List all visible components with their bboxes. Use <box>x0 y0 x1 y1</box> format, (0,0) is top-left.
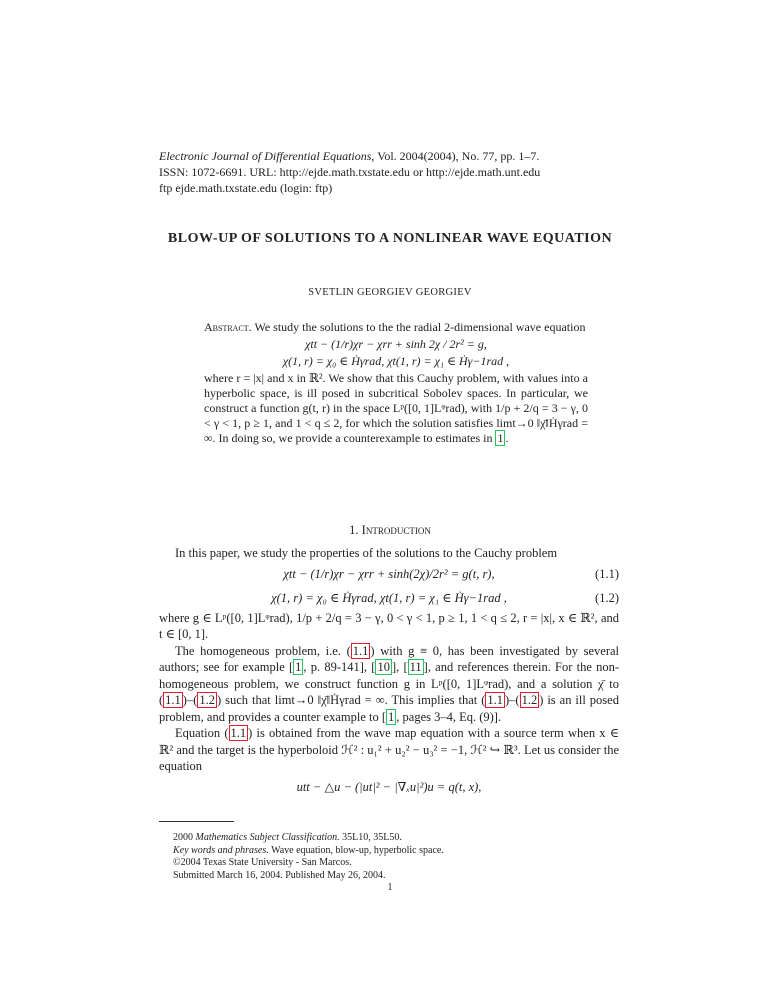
keywords-label: Key words and phrases. <box>173 844 269 856</box>
text: such that limt→0 ‖χ̄‖Ḣγrad = ∞. This implies that <box>225 693 478 707</box>
submission-dates: Submitted March 16, 2004. Published May 26, 2004. <box>173 869 386 881</box>
body-text <box>159 545 619 799</box>
paragraph: The homogeneous problem, i.e. ( 1.1 ) with g ≡ 0, has been investigated by several authors; see for example [ 1 , p. 89-141], [ 10 ], [ 11 ], and references therein. For the non-homogeneous problem, we construct function g in Lᵖ([0, 1]Lᵠrad), and a solution χ̄ to ( 1.1 )–( 1.2 ) such that limt→0 ‖χ̄‖Ḣγrad = ∞. This implies that ( 1.1 )–( 1.2 ) is an ill posed problem, and provides a counter example to [ 1 , pages 3–4, Eq. (9)]. <box>159 643 620 724</box>
paper-title: BLOW-UP OF SOLUTIONS TO A NONLINEAR WAVE EQUATION <box>167 231 613 246</box>
issn-url-line: ISSN: 1072-6691. URL: http://ejde.math.txstate.edu or http://ejde.math.unt.edu <box>159 165 541 179</box>
paragraph: where g ∈ Lᵖ([0, 1]Lᵠrad), 1/p + 2/q = 3 − γ, 0 < γ < 1, p ≥ 1, 1 < q ≤ 2, r = |x|, x ∈ ℝ², and t ∈ [0, 1]. <box>159 610 619 641</box>
footnote-divider <box>159 821 234 822</box>
section-title: Introduction <box>361 523 431 537</box>
equation-1-1 <box>159 562 619 586</box>
equation-text: χtt − (1/r)χr − χrr + sinh(2χ)/2r² = g(t, r), <box>283 566 495 581</box>
volume-info: , Vol. 2004(2004), No. 77, pp. 1–7. <box>371 149 540 163</box>
text: , p. 89-141], <box>303 660 368 674</box>
ftp-line: ftp ejde.math.txstate.edu (login: ftp) <box>159 181 333 195</box>
abstract-intro: We study the solutions to the the radial 2-dimensional wave equation <box>254 320 586 334</box>
equation-text: utt − △u − (|ut|² − |∇ₓu|²)u = q(t, x), <box>296 779 482 794</box>
section-number: 1. <box>349 523 359 537</box>
paragraph: Equation ( 1.1 ) is obtained from the wave map equation with a source term when x ∈ ℝ² and the target is the hyperboloid ℋ² : u₁² + u₂² − u₃² = −1, ℋ² ↪ ℝ³. Let us consider the equation <box>159 726 619 773</box>
abstract-end: . <box>505 431 509 445</box>
author: SVETLIN GEORGIEV GEORGIEV <box>308 287 472 298</box>
copyright: ©2004 Texas State University - San Marcos. <box>173 857 352 868</box>
msc-year: 2000 <box>173 832 193 843</box>
citation-link[interactable]: 11 <box>409 660 422 674</box>
text: The homogeneous problem, i.e. <box>175 643 341 658</box>
equation-ref-link[interactable]: 1.2 <box>199 693 215 707</box>
equation-ref-link[interactable]: 1.1 <box>165 693 181 707</box>
text: , pages 3–4, Eq. (9)]. <box>396 709 502 724</box>
abstract-label: Abstract. <box>204 320 252 334</box>
citation-link[interactable]: 10 <box>377 660 390 674</box>
citation-link[interactable]: 1 <box>388 709 395 724</box>
page-number: 1 <box>387 882 393 893</box>
text: Equation <box>175 726 221 740</box>
citation-link[interactable]: 1 <box>497 431 504 445</box>
text: is obtained from the wave map equation with a source term when x ∈ ℝ² and the target is the hyperboloid ℋ² : u₁² + u₂² − u₃² = −1, ℋ² ↪ ℝ³. Let us consider the equation <box>159 726 619 773</box>
section-heading <box>150 523 630 538</box>
text: with g ≡ 0, has been investigated by several authors; see for example [ <box>159 643 620 674</box>
equation-number: (1.1) <box>595 566 619 581</box>
keywords: Wave equation, blow-up, hyperbolic space. <box>271 844 444 856</box>
equation-ref-link[interactable]: 1.1 <box>352 643 369 658</box>
text: , and references therein. For the non-homogeneous problem, we construct function g in Lᵖ([0, 1]Lᵠrad), and a solution χ̄ to <box>159 660 620 691</box>
abstract <box>204 320 588 446</box>
citation-link[interactable]: 1 <box>295 660 302 674</box>
footnotes <box>173 832 613 882</box>
abstract-equation-1: χtt − (1/r)χr − χrr + sinh 2χ / 2r² = g, <box>305 337 487 351</box>
abstract-text: where r = |x| and x in ℝ². We show that this Cauchy problem, with values into a hyperbolic space, is ill posed in subcritical Sobolev spaces. In particular, we construct a function g(t, r) in the space Lᵖ([0, 1]Lᵠrad), with 1/p + 2/q = 3 − γ, 0 < γ < 1, p ≥ 1, and 1 < q ≤ 2, for which the solution satisfies limt→0 ‖χ̄‖Ḣγrad = ∞. In doing so, we provide a counterexample to estimates in <box>204 371 588 445</box>
equation-ref-link[interactable]: 1.1 <box>230 726 247 740</box>
equation-ref-link[interactable]: 1.2 <box>521 693 538 707</box>
journal-name: Electronic Journal of Differential Equations <box>159 149 372 163</box>
paragraph: In this paper, we study the properties of the solutions to the Cauchy problem <box>175 546 558 560</box>
equation-text: χ(1, r) = χ₀ ∈ Ḣγrad, χt(1, r) = χ₁ ∈ Ḣγ−1rad , <box>271 590 507 605</box>
equation-number: (1.2) <box>595 590 619 605</box>
journal-header <box>159 148 639 196</box>
equation-1-2 <box>159 586 619 610</box>
abstract-equation-2: χ(1, r) = χ₀ ∈ Ḣγrad, χt(1, r) = χ₁ ∈ Ḣγ−1rad , <box>282 354 510 368</box>
equation-wave-map <box>159 775 619 799</box>
msc-label: Mathematics Subject Classification. <box>195 832 340 843</box>
msc-codes: 35L10, 35L50. <box>342 832 402 843</box>
equation-ref-link[interactable]: 1.1 <box>487 693 503 707</box>
text: is an ill posed problem, and provides a counter example to [ <box>159 693 619 724</box>
